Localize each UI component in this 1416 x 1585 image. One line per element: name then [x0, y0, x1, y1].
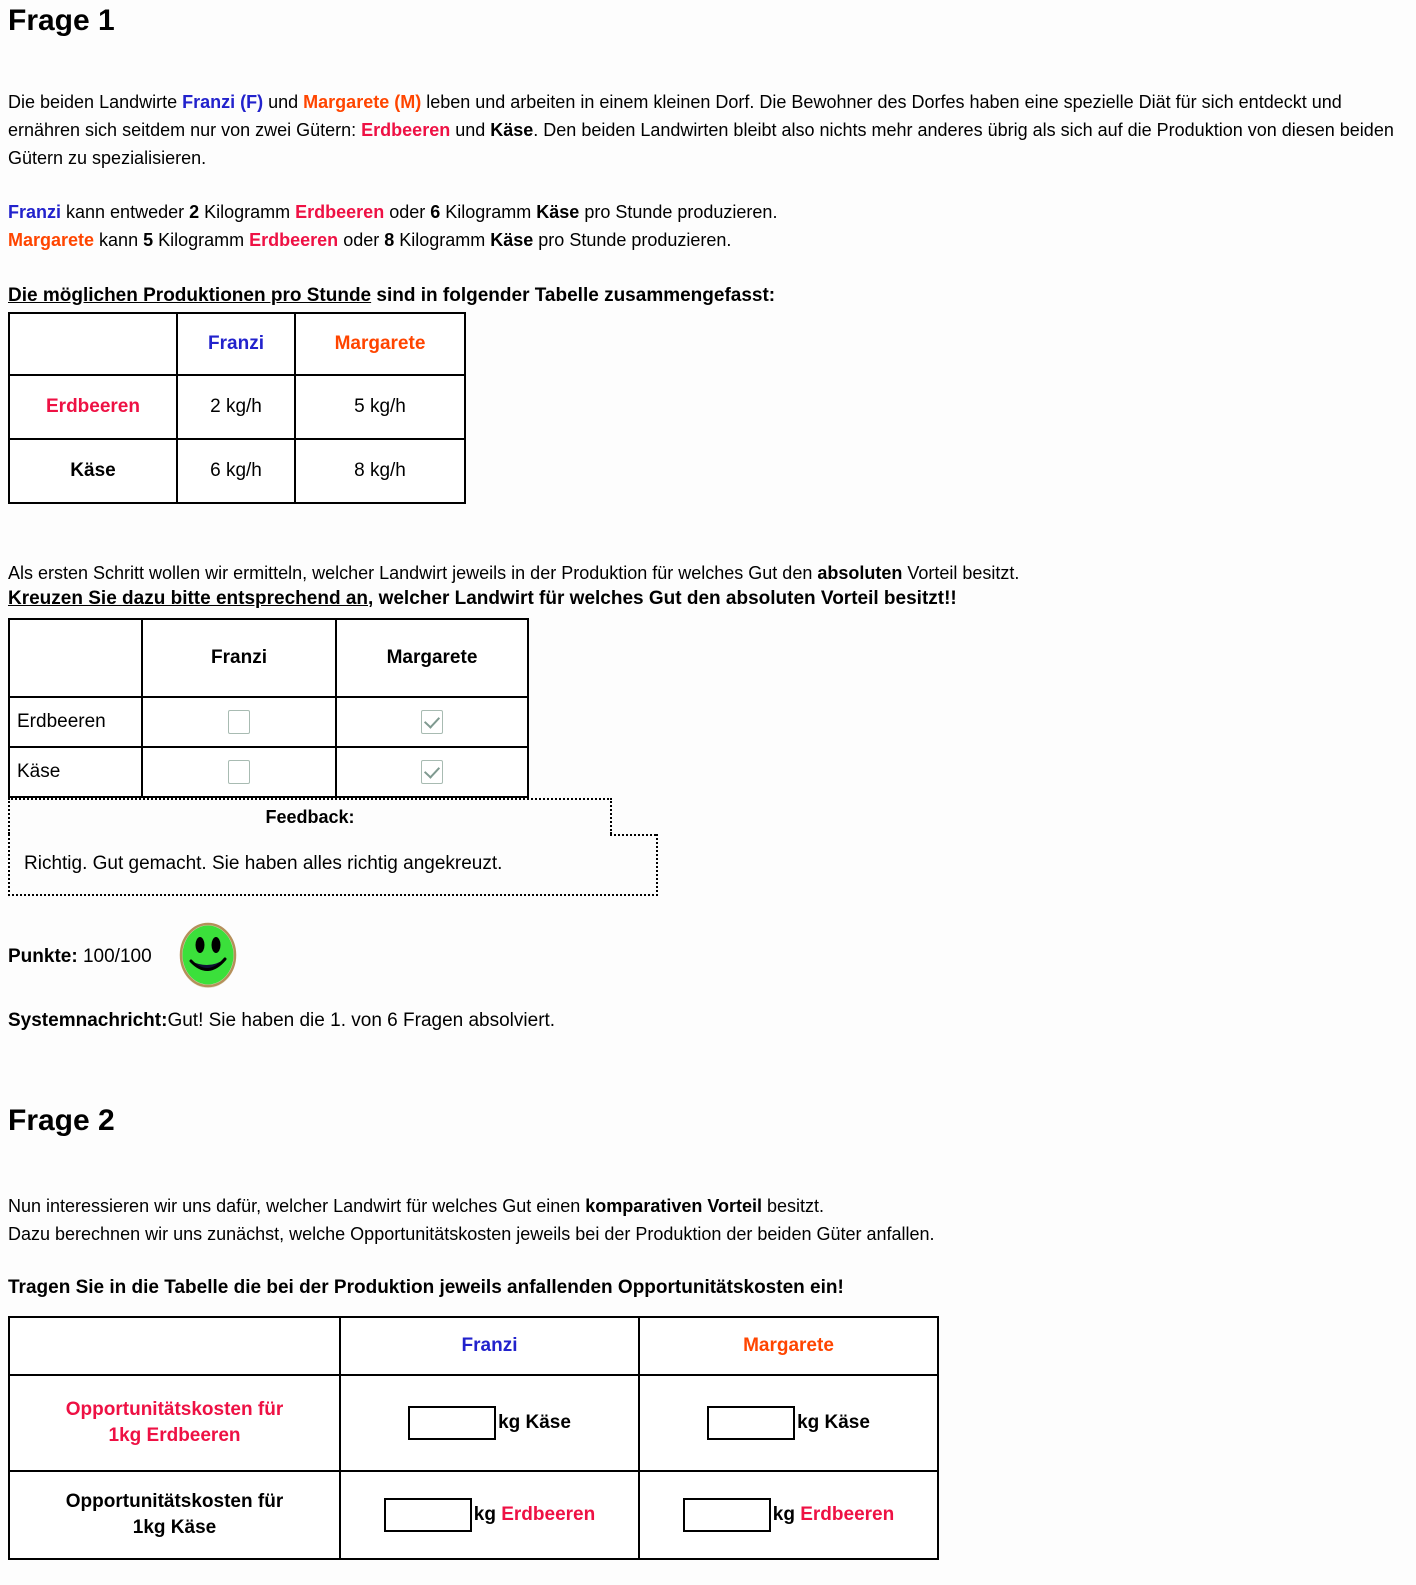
- production-table: [8, 312, 466, 504]
- opportunity-cost-instruction: Tragen Sie in die Tabelle die bei der Produktion jeweils anfallenden Opportunitätskosten ein!: [8, 1277, 844, 1298]
- absolute-advantage-task: [8, 560, 1406, 612]
- task-instruction-line: Kreuzen Sie dazu bitte entsprechend an, welcher Landwirt für welches Gut den absoluten Vorteil besitzt!!: [8, 588, 957, 609]
- advantage-table-header-row: [9, 619, 528, 697]
- frage1-intro-paragraph: Die beiden Landwirte Franzi (F) und Margarete (M) leben und arbeiten in einem kleinen Dorf. Die Bewohner des Dorfes haben eine spezielle Diät für sich entdeckt und ernähren sich seitdem nur von zwei Gütern: Erdbeeren und Käse. Den beiden Landwirten bleibt also nichts mehr anderes übrig als sich auf die Produktion von diesen beiden Gütern zu spezialisieren.: [8, 92, 1394, 168]
- feedback-box: [8, 798, 1406, 896]
- table-row: [9, 747, 528, 797]
- row-label-erdbeeren: Erdbeeren: [9, 375, 177, 439]
- row-label-erdbeeren: Erdbeeren: [9, 697, 142, 747]
- frage2-intro-paragraph: [8, 1192, 1406, 1248]
- production-table-heading: Die möglichen Produktionen pro Stunde sind in folgender Tabelle zusammengefasst:: [8, 285, 776, 306]
- unit-label: kg Käse: [797, 1412, 870, 1433]
- feedback-label: Feedback:: [8, 798, 612, 834]
- column-header-margarete: Margarete: [639, 1317, 938, 1375]
- smiley-icon: [178, 920, 238, 990]
- feedback-message: Richtig. Gut gemacht. Sie haben alles richtig angekreuzt.: [8, 834, 658, 896]
- kaese-margarete-value: 8 kg/h: [295, 439, 465, 503]
- column-header-franzi: Franzi: [142, 619, 336, 697]
- checkbox-erdbeeren-franzi[interactable]: [228, 710, 250, 734]
- unit-label: kg Käse: [498, 1412, 571, 1433]
- row-label-oc-erdbeeren: Opportunitätskosten für 1kg Erdbeeren: [9, 1375, 340, 1471]
- production-capability-lines: [8, 198, 1406, 254]
- frage1-title: Frage 1: [8, 4, 115, 37]
- input-oc-kaese-franzi[interactable]: [384, 1498, 472, 1532]
- checkbox-kaese-franzi[interactable]: [228, 760, 250, 784]
- table-row: [9, 1471, 938, 1559]
- opportunity-cost-line: Dazu berechnen wir uns zunächst, welche Opportunitätskosten jeweils bei der Produktion der beiden Güter anfallen.: [8, 1224, 935, 1244]
- checkbox-kaese-margarete[interactable]: [421, 760, 443, 784]
- input-oc-kaese-margarete[interactable]: [683, 1498, 771, 1532]
- score-text: Punkte: 100/100: [8, 946, 152, 967]
- column-header-margarete: Margarete: [336, 619, 528, 697]
- column-header-franzi: Franzi: [340, 1317, 639, 1375]
- task-description-line: Als ersten Schritt wollen wir ermitteln, welcher Landwirt jeweils in der Produktion für welches Gut den absoluten Vorteil besitzt.: [8, 563, 1020, 583]
- checkbox-erdbeeren-margarete[interactable]: [421, 710, 443, 734]
- input-oc-erdbeeren-margarete[interactable]: [707, 1406, 795, 1440]
- empty-corner-cell: [9, 619, 142, 697]
- production-table-header-row: [9, 313, 465, 375]
- erdbeeren-margarete-value: 5 kg/h: [295, 375, 465, 439]
- frage2-section: [8, 1102, 1406, 1560]
- absolute-advantage-table: [8, 618, 529, 798]
- system-message: Systemnachricht:Gut! Sie haben die 1. von 6 Fragen absolviert.: [8, 1010, 556, 1031]
- column-header-franzi: Franzi: [177, 313, 295, 375]
- opportunity-cost-table: [8, 1316, 939, 1560]
- unit-label: kg Erdbeeren: [772, 1504, 895, 1525]
- kaese-franzi-value: 6 kg/h: [177, 439, 295, 503]
- score-row: [8, 920, 1406, 994]
- column-header-margarete: Margarete: [295, 313, 465, 375]
- erdbeeren-franzi-value: 2 kg/h: [177, 375, 295, 439]
- empty-corner-cell: [9, 1317, 340, 1375]
- table-row: [9, 375, 465, 439]
- empty-corner-cell: [9, 313, 177, 375]
- franzi-production-line: Franzi kann entweder 2 Kilogramm Erdbeeren oder 6 Kilogramm Käse pro Stunde produzieren.: [8, 202, 778, 222]
- row-label-oc-kaese: Opportunitätskosten für 1kg Käse: [9, 1471, 340, 1559]
- unit-label: kg Erdbeeren: [473, 1504, 596, 1525]
- table-row: [9, 439, 465, 503]
- row-label-kaese: Käse: [9, 747, 142, 797]
- table-row: [9, 1375, 938, 1471]
- margarete-production-line: Margarete kann 5 Kilogramm Erdbeeren oder 8 Kilogramm Käse pro Stunde produzieren.: [8, 230, 732, 250]
- row-label-kaese: Käse: [9, 439, 177, 503]
- frage2-title: Frage 2: [8, 1104, 115, 1137]
- table-row: [9, 697, 528, 747]
- oc-table-header-row: [9, 1317, 938, 1375]
- comparative-advantage-line: Nun interessieren wir uns dafür, welcher Landwirt für welches Gut einen komparativen Vorteil besitzt.: [8, 1196, 825, 1216]
- input-oc-erdbeeren-franzi[interactable]: [408, 1406, 496, 1440]
